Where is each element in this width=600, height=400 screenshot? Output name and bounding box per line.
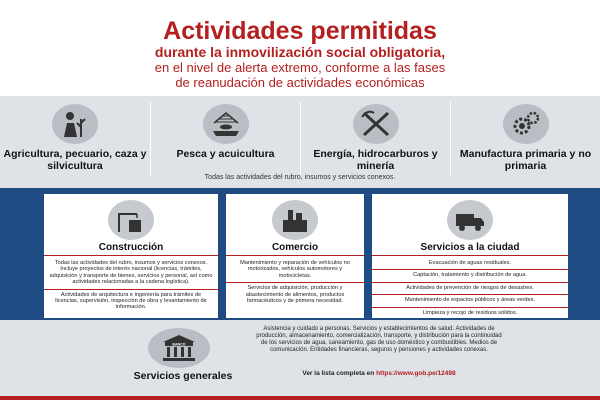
shopping-basket-icon bbox=[272, 200, 318, 240]
general-services-label: Servicios generales bbox=[133, 370, 233, 382]
card-text: Servicios de adquisición, producción y abastecimiento de alimentos, productos farmacéuticos y de primera necesidad. bbox=[226, 282, 364, 305]
sector-label: Agricultura, pecuario, caza y silvicultura bbox=[3, 148, 147, 172]
fish-icon bbox=[203, 104, 249, 144]
full-list-note bbox=[254, 370, 504, 377]
sector-energia bbox=[300, 102, 450, 176]
list-item: Evacuación de aguas residuales. bbox=[428, 260, 512, 266]
card-servicios-ciudad bbox=[372, 194, 568, 318]
construction-crane-icon bbox=[108, 200, 154, 240]
card-text: Mantenimiento y reparación de vehículos no motorizados, vehículos automotores y motocicletas. bbox=[240, 260, 350, 279]
sector-pesca bbox=[150, 102, 300, 176]
full-list-prefix: Ver la lista completa en bbox=[302, 370, 375, 377]
sector-label: Pesca y acuicultura bbox=[176, 148, 275, 160]
sector-manufactura bbox=[450, 102, 600, 176]
bank-sign-text: BANCO bbox=[172, 342, 186, 347]
sectors-note: Todas las actividades del rubro, insumos y servicios conexos. bbox=[204, 174, 396, 181]
card-comercio bbox=[226, 194, 364, 318]
sectors-band bbox=[0, 96, 600, 188]
list-item: Actividades de prevención de riesgos de desastres. bbox=[372, 282, 568, 292]
sector-agricultura bbox=[0, 102, 150, 176]
gears-icon bbox=[503, 104, 549, 144]
farmer-icon bbox=[52, 104, 98, 144]
card-construccion bbox=[44, 194, 218, 318]
list-item: Captación, tratamiento y distribución de agua. bbox=[372, 269, 568, 279]
garbage-truck-icon bbox=[447, 200, 493, 240]
general-services-band bbox=[0, 320, 600, 400]
full-list-link[interactable]: https://www.gob.pe/12498 bbox=[376, 370, 456, 377]
card-title: Comercio bbox=[226, 242, 364, 256]
bank-icon bbox=[148, 328, 210, 368]
page-subtitle: durante la inmovilización social obligatoria, bbox=[154, 44, 446, 60]
header bbox=[0, 0, 600, 95]
card-text: Actividades de arquitectura e ingeniería para trámites de licencias, supervisión, inspección de obra y levantamiento de información. bbox=[44, 289, 218, 312]
page-title: Actividades permitidas bbox=[163, 17, 437, 45]
subtitle-line-4: de reanudación de actividades económicas bbox=[175, 75, 425, 90]
sector-label: Energía, hidrocarburos y minería bbox=[313, 148, 438, 172]
card-title: Servicios a la ciudad bbox=[372, 242, 568, 256]
bottom-stripe bbox=[0, 396, 600, 400]
subtitle-line-3: en el nivel de alerta extremo, conforme a las fases bbox=[154, 60, 446, 75]
card-text: Todas las actividades del rubro, insumos y servicios conexos. Incluye proyectos de interés nacional (licencias, trámites, adquisición y transporte de bienes, servicios y personal, así como actividades relacionadas a la cadena logística). bbox=[49, 260, 213, 286]
sector-label: Manufactura primaria y no primaria bbox=[459, 148, 592, 172]
list-item: Limpieza y recojo de residuos sólidos. bbox=[372, 307, 568, 317]
mining-icon bbox=[353, 104, 399, 144]
card-title: Construcción bbox=[44, 242, 218, 256]
general-services-description: Asistencia y cuidado a personas. Servicios y establecimientos de salud. Actividades de producción, almacenamiento, comercialización, transporte, y distribución para la continuidad de los servicios de agua, saneamiento, gas de uso doméstico y combustibles. Medios de comunicación. Entidades financieras, seguros y pensiones y actividades conexas. bbox=[256, 326, 502, 353]
services-band bbox=[0, 188, 600, 320]
list-item: Mantenimiento de espacios públicos y áreas verdes. bbox=[372, 294, 568, 304]
